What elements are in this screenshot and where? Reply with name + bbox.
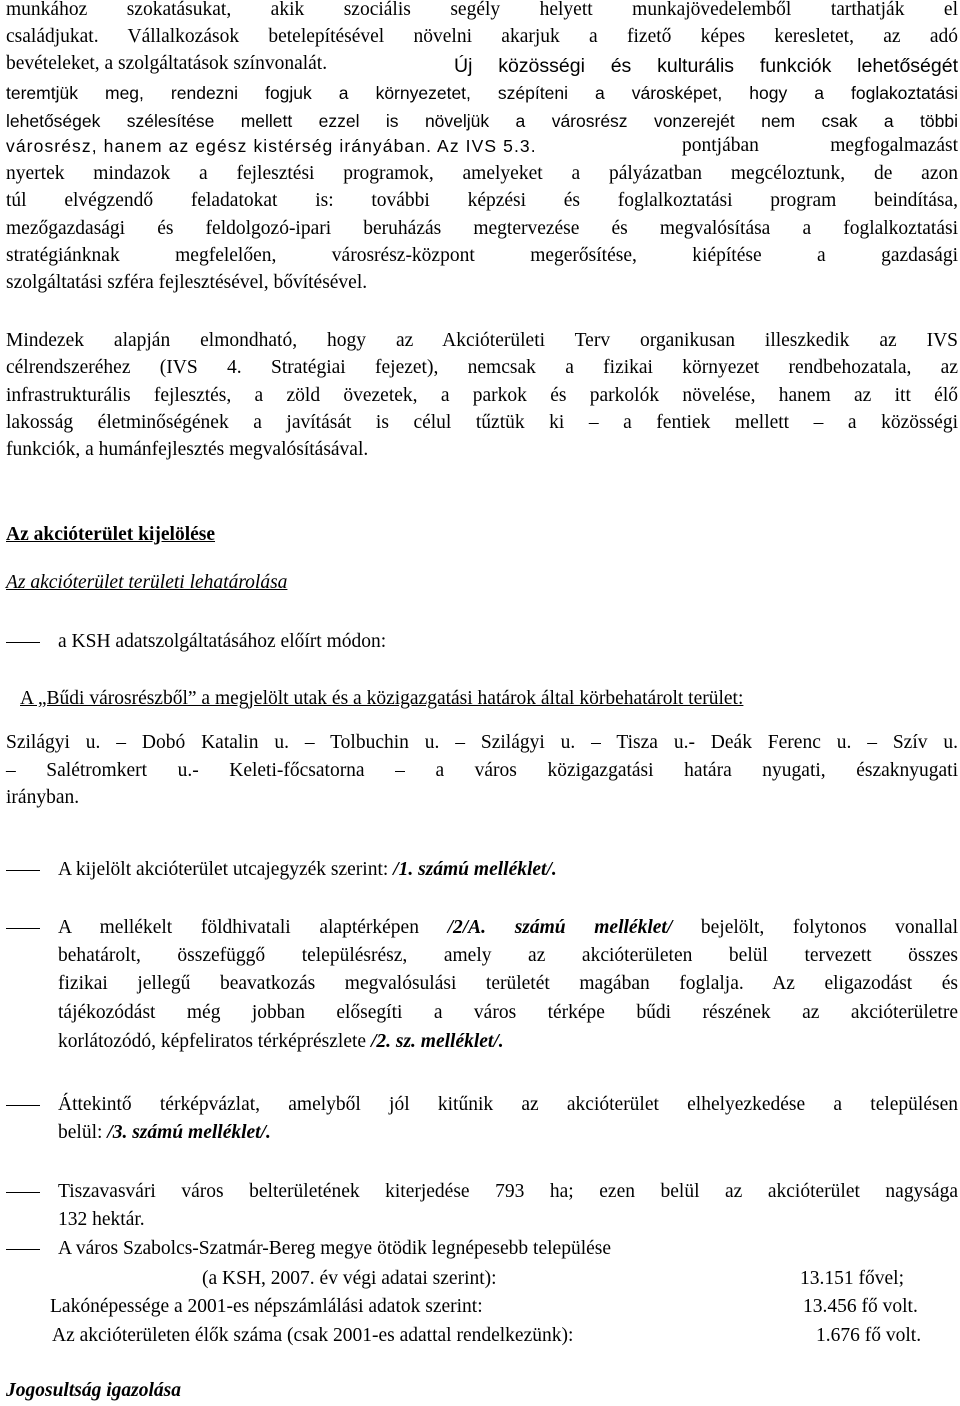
bullet-3-line-2 xyxy=(58,1120,958,1146)
streets-line-2: – Salétromkert u.- Keleti-főcsatorna – a város közigazgatási határa nyugati, északnyugati xyxy=(6,760,958,781)
para1-line-3-serif: bevételeket, a szolgáltatások színvonalát. xyxy=(6,53,328,74)
dash-bullet xyxy=(6,1105,40,1106)
bullet-1 xyxy=(58,857,958,883)
population-label-1: (a KSH, 2007. év végi adatai szerint): xyxy=(202,1268,497,1289)
bullet-2-line-4: tájékozódást még jobban elősegíti a város térképe bűdi részének az akcióterületre xyxy=(58,1002,958,1023)
para1-line-9: mezőgazdasági és feldolgozó-ipari beruházás megtervezése és megvalósítása a foglalkoztatási xyxy=(6,218,958,239)
dash-bullet xyxy=(6,870,40,871)
bullet-3-annex: /3. számú melléklet/. xyxy=(107,1122,271,1143)
para2-line-5: funkciók, a humánfejlesztés megvalósításával. xyxy=(6,439,369,460)
streets-line-3: irányban. xyxy=(6,787,80,808)
bullet-2-text-c: korlátozódó, képfeliratos térképrészlete xyxy=(58,1031,371,1052)
bullet-2-line-5 xyxy=(58,1029,958,1055)
para1-line-5: lehetőségek szélesítése mellett ezzel is növeljük a városrész vonzerejét nem csak a többi xyxy=(6,111,958,131)
population-value-3: 1.676 fő volt. xyxy=(816,1325,922,1346)
population-label-2: Lakónépessége a 2001-es népszámlálási adatok szerint: xyxy=(50,1296,483,1317)
para1-line-6-sans: városrész, hanem az egész kistérség irányában. Az IVS 5.3. xyxy=(6,136,537,156)
para1-line-7: nyertek mindazok a fejlesztési programok, amelyeket a pályázatban megcéloztunk, de azon xyxy=(6,163,958,184)
dash-bullet xyxy=(6,928,40,929)
bullet-3-line-1 xyxy=(58,1092,958,1118)
para2-line-3: infrastrukturális fejlesztés, a zöld övezetek, a parkok és parkolók növelése, hanem az itt élő xyxy=(6,385,958,406)
bullet-2-annex: /2/A. számú melléklet/ xyxy=(447,917,673,938)
population-value-1: 13.151 fővel; xyxy=(800,1268,904,1289)
para2-line-2: célrendszeréhez (IVS 4. Stratégiai fejezet), nemcsak a fizikai környezet rendbehozatala, az xyxy=(6,357,958,378)
dash-bullet xyxy=(6,1192,40,1193)
bullet-1-text: A kijelölt akcióterület utcajegyzék szerint: xyxy=(58,859,394,880)
bullet-4-line-2: 132 hektár. xyxy=(58,1209,145,1230)
bullet-2-annex-2: /2. sz. melléklet/. xyxy=(370,1031,504,1052)
streets-line-1: Szilágyi u. – Dobó Katalin u. – Tolbuchin u. – Szilágyi u. – Tisza u.- Deák Ferenc u. – Szív u. xyxy=(6,732,958,753)
para2-line-4: lakosság életminőségének a javítását is célul tűztük ki – a fentiek mellett – a közösségi xyxy=(6,412,958,433)
para1-line-3-sans: Új közösségi és kulturális funkciók lehetőségét xyxy=(454,55,958,77)
section-heading: Az akcióterület kijelölése xyxy=(6,524,216,545)
bullet-2-line-1 xyxy=(58,915,958,941)
para1-line-4: teremtjük meg, rendezni fogjuk a környezetet, szépíteni a városképet, hogy a foglakoztatási xyxy=(6,83,958,103)
population-value-2: 13.456 fő volt. xyxy=(803,1296,918,1317)
bullet-1-annex: /1. számú melléklet/. xyxy=(393,859,557,880)
dash-bullet xyxy=(6,642,40,643)
para1-line-6-serif: pontjában megfogalmazást xyxy=(682,135,958,156)
bullet-5-line-1: A város Szabolcs-Szatmár-Bereg megye ötödik legnépesebb települése xyxy=(58,1238,612,1259)
subsection-heading: Az akcióterület területi lehatárolása xyxy=(6,572,288,593)
bullet-2-text-a: A mellékelt földhivatali alaptérképen xyxy=(58,917,448,938)
para1-line-8: túl elvégzendő feladatokat is: további képzési és foglalkoztatási program beindítása, xyxy=(6,190,958,211)
dash-bullet xyxy=(6,1249,40,1250)
bullet-2-line-3: fizikai jellegű beavatkozás megvalósulási területét magában foglalja. Az eligazodást és xyxy=(58,973,958,994)
para1-line-2: családjukat. Vállalkozások betelepítésével növelni akarjuk a fizető képes keresletet, az adó xyxy=(6,26,958,47)
para1-line-11: szolgáltatási szféra fejlesztésével, bővítésével. xyxy=(6,272,368,293)
population-label-3: Az akcióterületen élők száma (csak 2001-es adattal rendelkezünk): xyxy=(52,1325,574,1346)
eligibility-heading: Jogosultság igazolása xyxy=(6,1380,181,1401)
bullet-ksh: a KSH adatszolgáltatásához előírt módon: xyxy=(58,631,387,652)
bullet-3-text: Áttekintő térképvázlat, amelyből jól kitűnik az akcióterület elhelyezkedése a települése xyxy=(58,1094,949,1115)
bullet-3-text-b: belül: xyxy=(58,1122,108,1143)
boundary-definition: A „Bűdi városrészből” a megjelölt utak és a közigazgatási határok által körbehatárolt terület: xyxy=(20,688,744,709)
bullet-2-line-2: behatárolt, összefüggő településrész, amely az akcióterületen belül tervezett összes xyxy=(58,945,958,966)
para1-line-1: munkához szokatásukat, akik szociális segély helyett munkajövedelemből tarthatják el xyxy=(6,0,958,20)
bullet-2-text-b: bejelölt, folytonos vonallal xyxy=(672,917,958,938)
para1-line-10: stratégiánknak megfelelően, városrész-központ megerősítése, kiépítése a gazdasági xyxy=(6,245,958,266)
bullet-3-text-end: n xyxy=(948,1094,958,1115)
para2-line-1: Mindezek alapján elmondható, hogy az Akcióterületi Terv organikusan illeszkedik az IVS xyxy=(6,330,958,351)
bullet-4-line-1: Tiszavasvári város belterületének kiterjedése 793 ha; ezen belül az akcióterület nagysága xyxy=(58,1181,958,1202)
